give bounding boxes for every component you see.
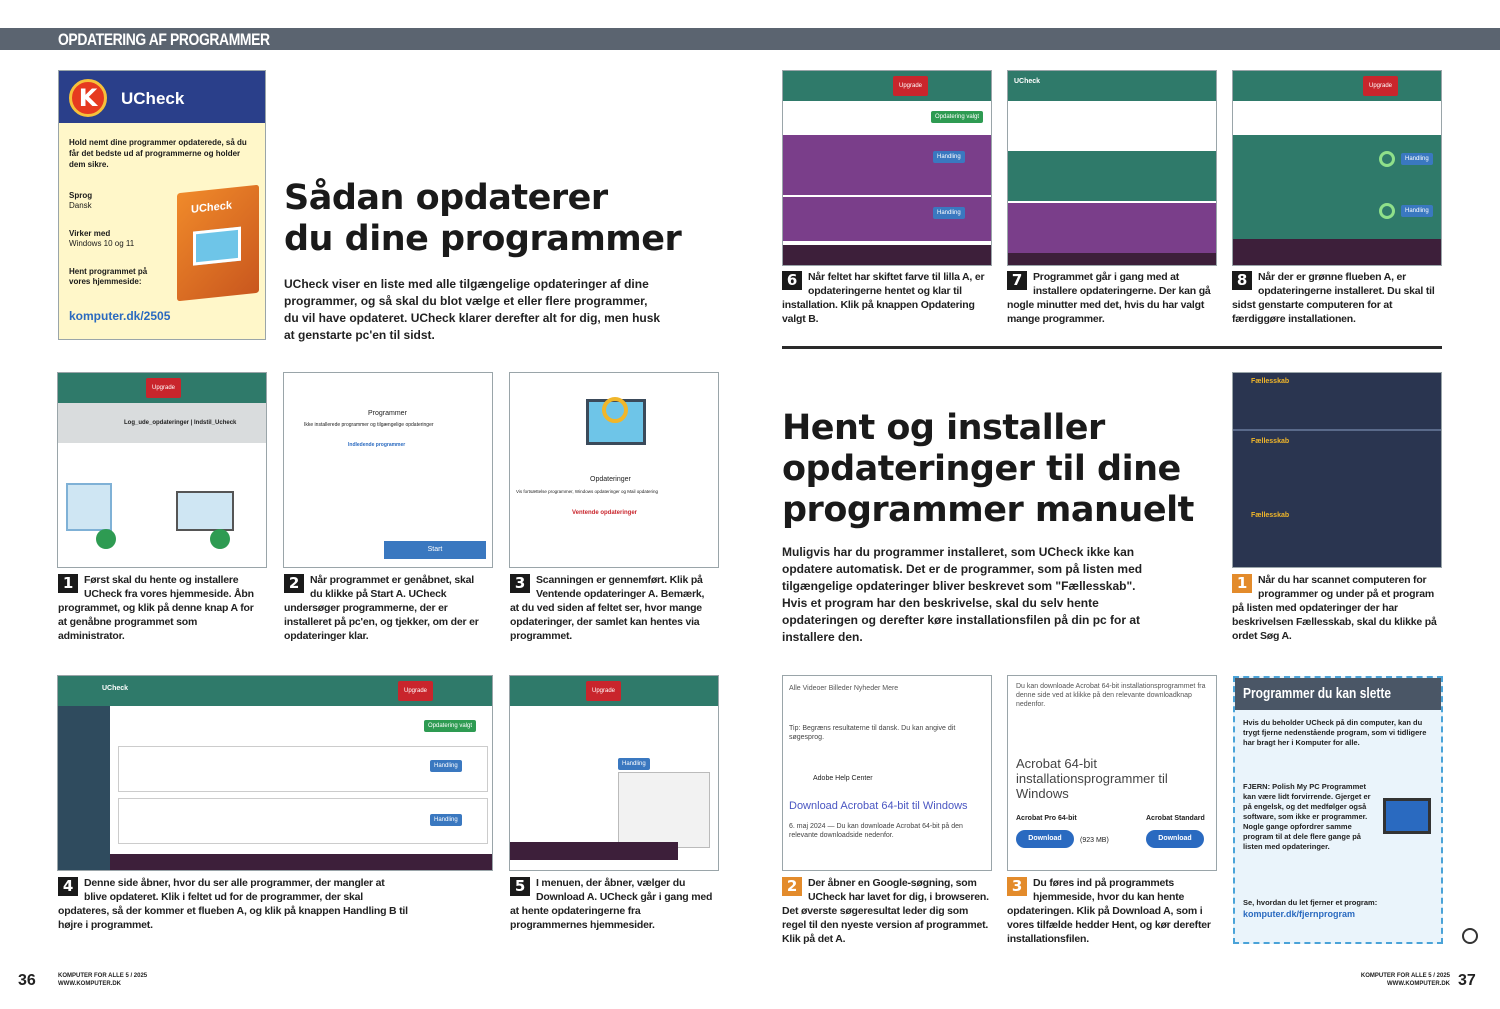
product-url[interactable]: komputer.dk/2505 — [69, 309, 171, 323]
screenshot-google-search: Alle Videoer Billeder Nyheder Mere Tip: Begræns resultaterne til dansk. Du kan angive dit søgesprog. Adobe Help Center Download Acrobat 64-bit til Windows 6. maj 2024 — Du kan downloade Acrobat 64-bit på den relevante downloadside nedenfor. — [782, 675, 992, 871]
step-3: 3 Scanningen er gennemført. Klik på Ventende opdateringer A. Bemærk, at du ved siden af feltet ser, hvor mange opdateringer, der samlet kan hentes via programmet. — [510, 574, 705, 642]
page-number-left: 36 — [18, 972, 36, 989]
sidebar-title: Programmer du kan slette — [1243, 685, 1392, 702]
pending-updates-link[interactable]: Ventende opdateringer — [572, 510, 638, 516]
screenshot-community-list: Fællesskab Fællesskab Fællesskab — [1232, 372, 1442, 568]
intro-2: Muligvis har du programmer installeret, som UCheck ikke kan opdatere automatisk. Det er de programmer, som på listen med tilgængelige opdateringer bliver beskrevet som "Fællesskab". Hvis et program har den beskrivelse, skal du selv hente opdateringen og derefter køre installationsfilen på din pc for at installere den. — [782, 545, 1143, 644]
step-1: 1 Først skal du hente og installere UCheck fra vores hjemmeside. Åbn programmet, og klik på denne knap A for at genåbne programmet som administrator. — [58, 574, 254, 642]
screenshot-adobe-download: Du kan downloade Acrobat 64-bit installationsprogrammet fra denne side ved at klikke på den relevante downloadknap nedenfor. Acrobat 64-bit installationsprogrammer til Windows Acrobat Pro 64-bit Acrobat Standard Download (923 MB) Download — [1007, 675, 1217, 871]
lang-value: Dansk — [69, 201, 92, 210]
lang-label: Sprog — [69, 191, 93, 200]
search-result-link[interactable]: Download Acrobat 64-bit til Windows — [789, 800, 968, 812]
get-label: Hent programmet på vores hjemmeside: — [69, 267, 148, 286]
page-number-right: 37 — [1458, 972, 1476, 989]
step-manual-1: 1 Når du har scannet computeren for programmer og under på et program på listen med opdateringer der har beskrivelsen Fællesskab, skal du klikke på ordet Søg A. — [1232, 574, 1437, 642]
screenshot-6: Upgrade Opdatering valgt Handling Handling — [782, 70, 992, 266]
headline-2: Hent og installer opdateringer til dine programmer manuelt — [782, 408, 1194, 530]
screenshot-5: Upgrade Handling — [509, 675, 719, 871]
screenshot-7: UCheck — [1007, 70, 1217, 266]
next-page-icon[interactable] — [1462, 928, 1478, 944]
product-box — [58, 70, 266, 340]
magazine-left: KOMPUTER FOR ALLE 5 / 2025 WWW.KOMPUTER.DK — [58, 973, 148, 987]
product-intro: Hold nemt dine programmer opdaterede, så du får det bedste ud af programmerne og holder dem sikre. — [69, 138, 247, 169]
sidebar-box: Programmer du kan slette Hvis du beholder UCheck på din computer, kan du trygt fjerne nedenstående program, som vi tidligere har bragt her i Komputer for alle. FJERN: Polish My PC Programmet kan være lidt forvirrende. Gjerget er på engelsk, og det medfølger også software, som ikke er programmer. Nogle gange opfordrer samme program til at dele flere gange på listen med opdateringer. Se, hvordan du let fjerner et program: komputer.dk/fjernprogram — [1233, 676, 1443, 944]
step-8: 8 Når der er grønne flueben A, er opdateringerne installeret. Du skal til sidst genstarte computeren for at færdiggøre installationen. — [1232, 271, 1435, 325]
step-6: 6 Når feltet har skiftet farve til lilla A, er opdateringerne hentet og klar til installation. Klik på knappen Opdatering valgt B. — [782, 271, 985, 325]
monitor-icon — [193, 227, 241, 266]
clipboard-icon — [66, 483, 112, 531]
works-label: Virker med — [69, 229, 111, 238]
download-laptop-icon — [176, 491, 234, 531]
checkmark-icon — [1379, 203, 1395, 219]
sidebar-link[interactable]: komputer.dk/fjernprogram — [1243, 909, 1356, 919]
screenshot-1: Upgrade Log_ude_opdateringer | Indstil_Ucheck — [57, 372, 267, 568]
refresh-icon — [602, 397, 628, 423]
step-manual-2: 2 Der åbner en Google-søgning, som UCheck har lavet for dig, i browseren. Det øverste søgeresultat leder dig som regel til den nyeste version af programmet. Klik på det A. — [782, 877, 989, 945]
download-button[interactable]: Download — [1146, 830, 1204, 848]
step-7: 7 Programmet går i gang med at installere opdateringerne. Der kan gå nogle minutter med det, hvis du har valgt mange programmer. — [1007, 271, 1211, 325]
checkmark-icon — [96, 529, 116, 549]
headline-1: Sådan opdaterer du dine programmer — [284, 178, 682, 259]
screenshot-2: Programmer Ikke installerede programmer og tilgængelige opdateringer Indledende programmer Start — [283, 372, 493, 568]
ucheck-logo-icon: K — [69, 79, 107, 117]
product-brand: UCheck — [121, 89, 185, 108]
checkmark-icon — [1379, 151, 1395, 167]
screenshot-3: Opdateringer Vis fortsættelse programmer, Windows opdateringer og Mail opdatering Ventende opdateringer — [509, 372, 719, 568]
software-box-image: UCheck — [177, 185, 259, 302]
section-divider — [782, 346, 1442, 349]
step-5: 5 I menuen, der åbner, vælger du Download A. UCheck går i gang med at hente opdateringerne fra programmernes hjemmesider. — [510, 877, 713, 931]
monitor-icon — [1383, 798, 1431, 834]
step-manual-3: 3 Du føres ind på programmets hjemmeside, hvor du kan hente opdateringen. Klik på Download A, som i vores tilfælde hedder Hent, og kør derefter installationsfilen. — [1007, 877, 1211, 945]
start-button[interactable]: Start — [384, 541, 486, 559]
step-4: 4 Denne side åbner, hvor du ser alle programmer, der mangler at blive opdateret. Klik i feltet ud for de programmer, der skal opdateres, så der kommer et flueben A, og klik på knappen Handling B til højre i programmet. — [58, 877, 408, 931]
intro-1: UCheck viser en liste med alle tilgængelige opdateringer af dine programmer, og så skal du blot vælge et eller flere programmer, du vil have opdateret. UCheck klarer derefter alt for dig, men husk at genstarte pc'en til sidst. — [284, 277, 661, 342]
checkmark-icon — [210, 529, 230, 549]
section-title: OPDATERING AF PROGRAMMER — [58, 30, 270, 49]
step-2: 2 Når programmet er genåbnet, skal du klikke på Start A. UCheck undersøger programmerne, der er installeret på pc'en, og tjekker, om der er opdateringer klar. — [284, 574, 479, 642]
action-menu — [618, 772, 710, 848]
works-value: Windows 10 og 11 — [69, 239, 135, 248]
download-button[interactable]: Download — [1016, 830, 1074, 848]
magazine-right: KOMPUTER FOR ALLE 5 / 2025 WWW.KOMPUTER.DK — [1360, 973, 1450, 987]
screenshot-8: Upgrade Handling Handling — [1232, 70, 1442, 266]
screenshot-4: UCheck Upgrade Opdatering valgt Handling Handling — [57, 675, 493, 871]
